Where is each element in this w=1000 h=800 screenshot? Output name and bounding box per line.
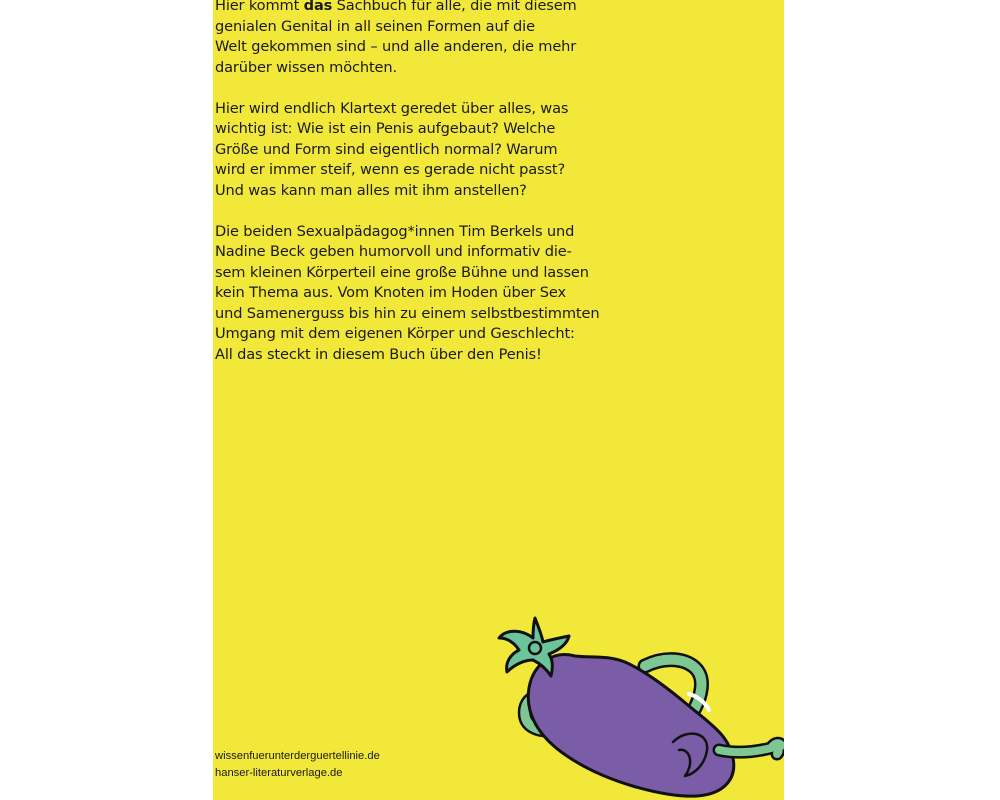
eggplant-stem-dot (529, 642, 541, 654)
blurb-line: Und was kann man alles mit ihm anstellen? (215, 181, 527, 199)
blurb-line: darüber wissen möchten. (215, 58, 397, 76)
blurb-line: Größe und Form sind eigentlich normal? Warum (215, 140, 558, 158)
blurb-line: Hier wird endlich Klartext geredet über alles, was (215, 99, 569, 117)
paragraph-2 (215, 99, 775, 202)
blurb-line: Welt gekommen sind – und alle anderen, die mehr (215, 38, 577, 55)
paragraph-3 (215, 222, 775, 366)
website-link[interactable]: wissenfuerunterderguertellinie.de (215, 750, 380, 762)
text-run: Hier kommt (215, 0, 304, 14)
blurb-line: sem kleinen Körperteil eine große Bühne und lassen (215, 263, 589, 281)
blurb-line (215, 0, 775, 17)
website-link[interactable]: hanser-literaturverlage.de (215, 767, 343, 779)
blurb-line: und Samenerguss bis hin zu einem selbstbestimmten (215, 304, 600, 322)
paragraph-1 (215, 0, 775, 78)
eggplant-character-icon (475, 600, 784, 800)
blurb-line: genialen Genital in all seinen Formen auf die (215, 17, 535, 35)
text-run: Sachbuch für alle, die mit diesem (332, 0, 577, 14)
blurb-line: wichtig ist: Wie ist ein Penis aufgebaut? Welche (215, 120, 556, 137)
blurb-line: Nadine Beck geben humorvoll und informativ die- (215, 243, 572, 260)
blurb-line: Die beiden Sexualpädagog*innen Tim Berkels und (215, 222, 575, 240)
website-links (215, 748, 380, 782)
blurb-text (215, 0, 775, 386)
blurb-line: kein Thema aus. Vom Knoten im Hoden über Sex (215, 284, 566, 301)
emphasis-word: das (303, 0, 333, 14)
blurb-line: wird er immer steif, wenn es gerade nicht passt? (215, 161, 566, 178)
book-back-cover (213, 0, 784, 800)
blurb-line: Umgang mit dem eigenen Körper und Geschlecht: (215, 325, 575, 342)
blurb-line: All das steckt in diesem Buch über den Penis! (215, 345, 542, 363)
